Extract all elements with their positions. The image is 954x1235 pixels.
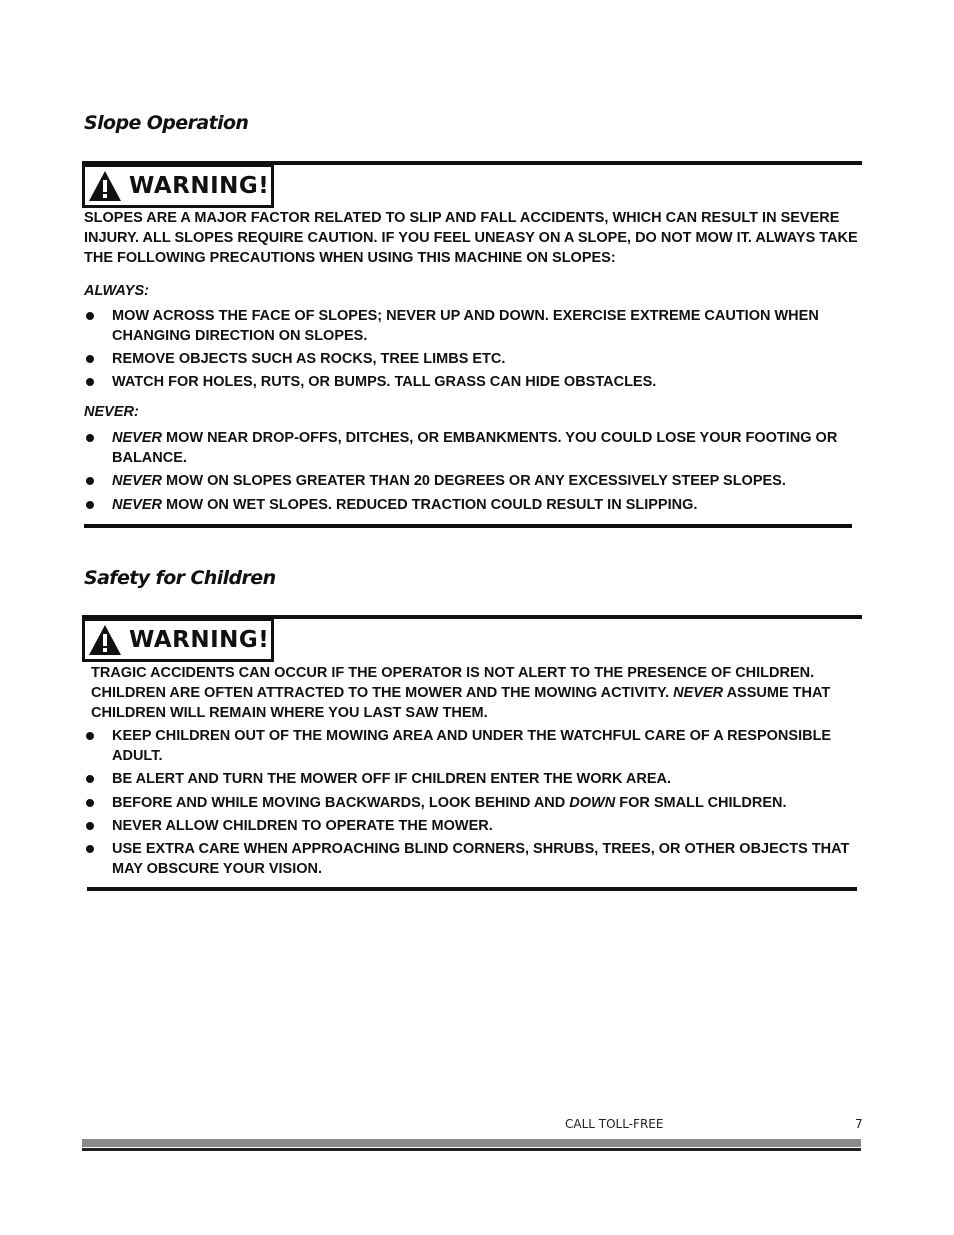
bullet xyxy=(86,799,94,807)
list-item: USE EXTRA CARE WHEN APPROACHING BLIND CORNERS, SHRUBS, TREES, OR OTHER OBJECTS THAT MAY OBSCURE YOUR VISION. xyxy=(112,841,850,877)
list-item xyxy=(112,471,862,491)
list-item-text: MOW ON SLOPES GREATER THAN 20 DEGREES OR ANY EXCESSIVELY STEEP SLOPES. xyxy=(161,473,786,489)
bullet xyxy=(86,434,94,442)
list-item: REMOVE OBJECTS SUCH AS ROCKS, TREE LIMBS ETC. xyxy=(112,351,506,367)
list-item: MOW ACROSS THE FACE OF SLOPES; NEVER UP AND DOWN. EXERCISE EXTREME CAUTION WHEN CHANGING DIRECTION ON SLOPES. xyxy=(112,308,819,344)
bullet xyxy=(86,501,94,509)
warning-bottom-rule xyxy=(84,524,852,528)
intro-text: TRAGIC ACCIDENTS CAN OCCUR IF THE OPERATOR IS NOT ALERT TO THE PRESENCE OF CHILDREN. CHILDREN ARE OFTEN ATTRACTED TO THE MOWER AND THE MOWING ACTIVITY. xyxy=(91,665,815,701)
list-item-text: MOW NEAR DROP-OFFS, DITCHES, OR EMBANKMENTS. YOU COULD LOSE YOUR FOOTING OR BALANCE. xyxy=(112,430,838,466)
list-item: NEVER ALLOW CHILDREN TO OPERATE THE MOWER. xyxy=(112,818,493,834)
list-item xyxy=(112,428,862,468)
bullet xyxy=(86,378,94,386)
list-item-text: BEFORE AND WHILE MOVING BACKWARDS, LOOK BEHIND AND xyxy=(112,795,570,811)
warning-label: WARNING! xyxy=(129,173,270,199)
never-emphasis: NEVER xyxy=(112,497,162,513)
section-heading-safety-for-children: Safety for Children xyxy=(84,567,276,589)
warning-triangle-icon xyxy=(87,169,123,203)
list-item-text: FOR SMALL CHILDREN. xyxy=(615,795,787,811)
intro-text: ASSUME THAT CHILDREN WILL REMAIN WHERE YOU LAST SAW THEM. xyxy=(91,685,831,721)
bullet xyxy=(86,355,94,363)
warning-bottom-rule xyxy=(87,887,857,891)
section-heading-slope-operation: Slope Operation xyxy=(84,112,249,134)
never-emphasis: NEVER xyxy=(112,473,162,489)
footer-rule-dark xyxy=(82,1148,861,1151)
list-item xyxy=(112,495,862,515)
bullet xyxy=(86,775,94,783)
bullet xyxy=(86,477,94,485)
bullet xyxy=(86,845,94,853)
list-item: BE ALERT AND TURN THE MOWER OFF IF CHILDREN ENTER THE WORK AREA. xyxy=(112,771,672,787)
never-emphasis: NEVER xyxy=(112,430,162,446)
down-emphasis: DOWN xyxy=(569,795,616,811)
list-item: WATCH FOR HOLES, RUTS, OR BUMPS. TALL GRASS CAN HIDE OBSTACLES. xyxy=(112,374,657,390)
list-item xyxy=(112,793,862,813)
page-number: 7 xyxy=(855,1117,863,1131)
never-label: NEVER: xyxy=(84,404,139,420)
bullet xyxy=(86,732,94,740)
list-item-text: MOW ON WET SLOPES. REDUCED TRACTION COULD RESULT IN SLIPPING. xyxy=(161,497,698,513)
children-intro-paragraph xyxy=(91,663,851,723)
warning-triangle-icon xyxy=(87,623,123,657)
warning-label: WARNING! xyxy=(129,627,270,653)
warning-badge xyxy=(82,164,274,208)
footer-call-text: CALL TOLL-FREE xyxy=(565,1117,664,1131)
never-emphasis: NEVER xyxy=(673,685,724,701)
bullet xyxy=(86,822,94,830)
bullet xyxy=(86,312,94,320)
footer-rule xyxy=(82,1139,861,1147)
always-label: ALWAYS: xyxy=(84,283,149,299)
warning-badge xyxy=(82,618,274,662)
list-item: KEEP CHILDREN OUT OF THE MOWING AREA AND UNDER THE WATCHFUL CARE OF A RESPONSIBLE ADULT. xyxy=(112,728,832,764)
slope-intro-paragraph: SLOPES ARE A MAJOR FACTOR RELATED TO SLIP AND FALL ACCIDENTS, WHICH CAN RESULT IN SEVERE INJURY. ALL SLOPES REQUIRE CAUTION. IF YOU FEEL UNEASY ON A SLOPE, DO NOT MOW IT. ALWAYS TAKE THE FOLLOWING PRECAUTIONS WHEN USING THIS MACHINE ON SLOPES: xyxy=(84,210,858,266)
